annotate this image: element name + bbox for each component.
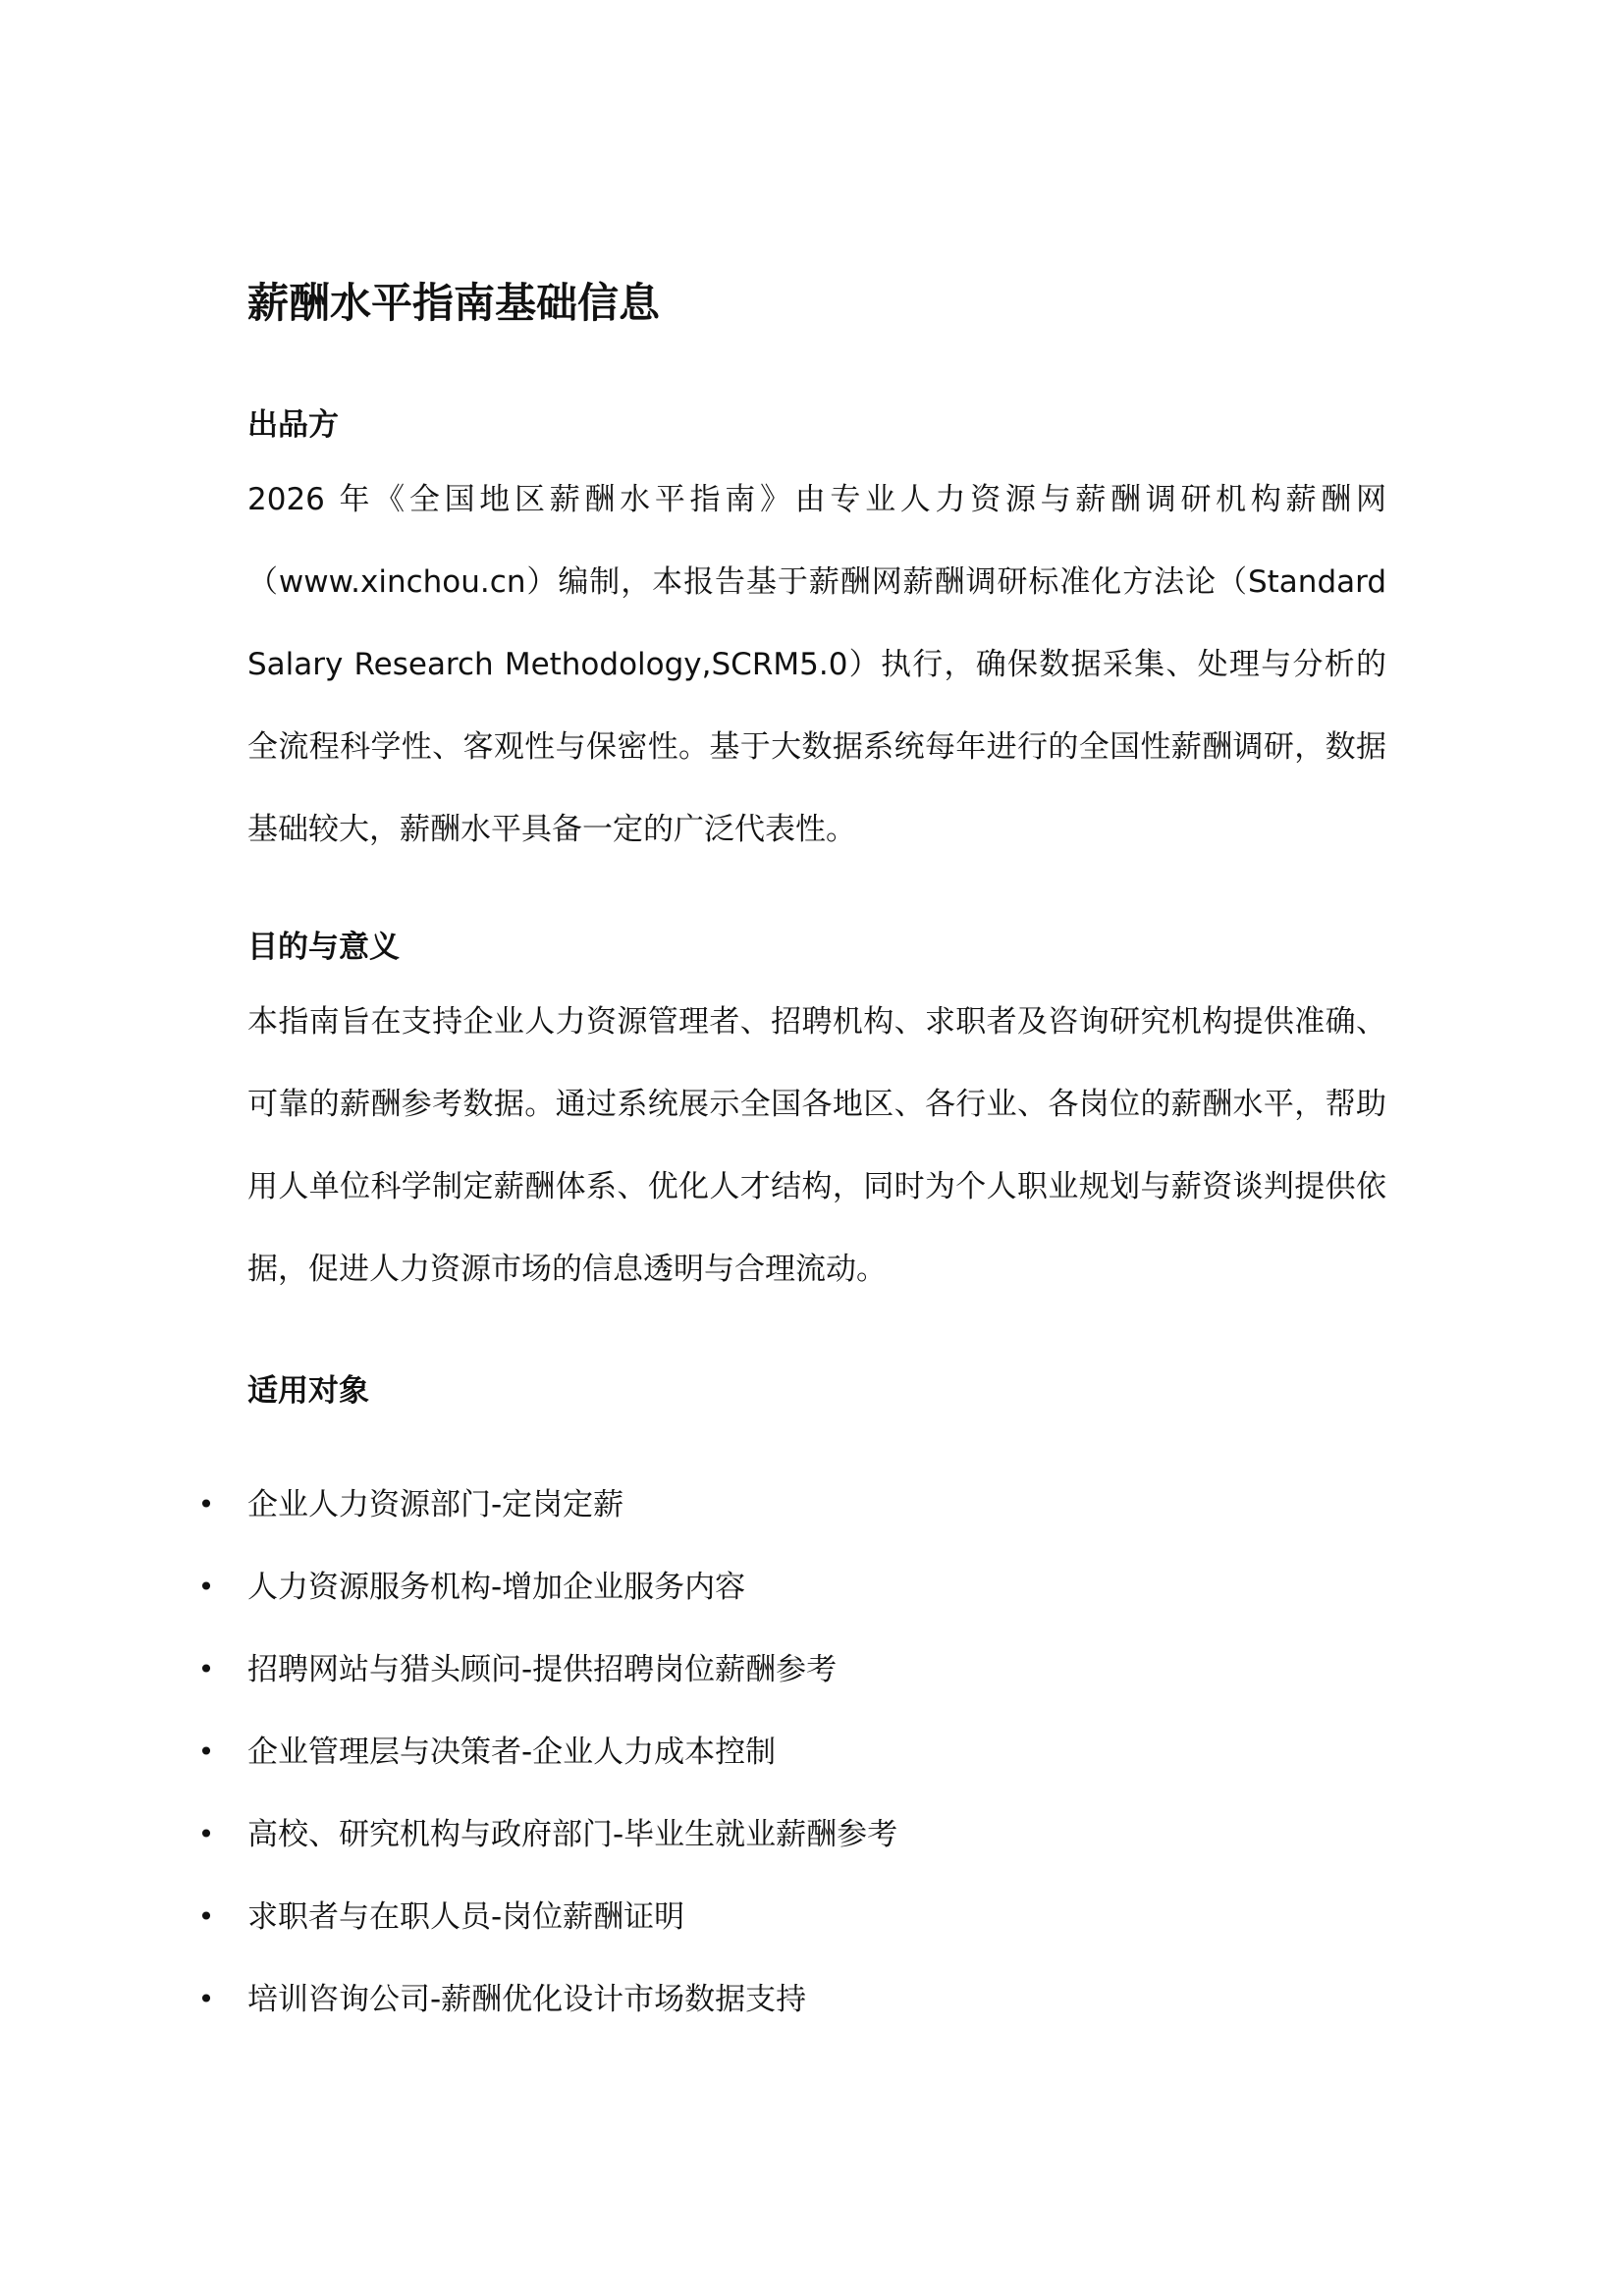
document-title: 薪酬水平指南基础信息	[247, 279, 661, 327]
purpose-paragraph: 本指南旨在支持企业人力资源管理者、招聘机构、求职者及咨询研究机构提供准确、可靠的薪酬参考数据。通过系统展示全国各地区、各行业、各岗位的薪酬水平，帮助用人单位科学制定薪酬体系、优化人才结构，同时为个人职业规划与薪资谈判提供依据，促进人力资源市场的信息透明与合理流动。	[247, 1004, 1386, 1288]
bullet-icon: •	[197, 1571, 215, 1604]
list-item-text: 高校、研究机构与政府部门-毕业生就业薪酬参考	[247, 1817, 898, 1853]
list-item	[197, 1546, 1386, 1629]
section-heading-audience: 适用对象	[247, 1373, 369, 1410]
list-item-text: 招聘网站与猎头顾问-提供招聘岗位薪酬参考	[247, 1652, 838, 1688]
list-item-text: 企业人力资源部门-定岗定薪	[247, 1487, 624, 1523]
bullet-icon: •	[197, 1983, 215, 2016]
list-item-text: 求职者与在职人员-岗位薪酬证明	[247, 1899, 685, 1936]
list-item	[197, 1711, 1386, 1793]
section-heading-publisher: 出品方	[247, 406, 339, 443]
bullet-icon: •	[197, 1488, 215, 1522]
list-item	[197, 1793, 1386, 1876]
bullet-icon: •	[197, 1818, 215, 1851]
list-item-text: 人力资源服务机构-增加企业服务内容	[247, 1570, 746, 1606]
list-item-text: 培训咨询公司-薪酬优化设计市场数据支持	[247, 1982, 807, 2018]
document-content	[197, 277, 1386, 2041]
bullet-icon: •	[197, 1735, 215, 1769]
list-item	[197, 1464, 1386, 1546]
audience-list	[197, 1464, 1386, 2041]
list-item	[197, 1876, 1386, 1958]
publisher-paragraph: 2026 年《全国地区薪酬水平指南》由专业人力资源与薪酬调研机构薪酬网（www.xinchou.cn）编制，本报告基于薪酬网薪酬调研标准化方法论（Standard Salary Research Methodology,SCRM5.0）执行，确保数据采集、处理与分析的全流程科学性、客观性与保密性。基于大数据系统每年进行的全国性薪酬调研，数据基础较大，薪酬水平具备一定的广泛代表性。	[247, 481, 1386, 847]
list-item	[197, 1958, 1386, 2041]
list-item-text: 企业管理层与决策者-企业人力成本控制	[247, 1735, 777, 1771]
section-heading-purpose: 目的与意义	[247, 929, 400, 965]
bullet-icon: •	[197, 1653, 215, 1686]
bullet-icon: •	[197, 1900, 215, 1934]
list-item	[197, 1629, 1386, 1711]
